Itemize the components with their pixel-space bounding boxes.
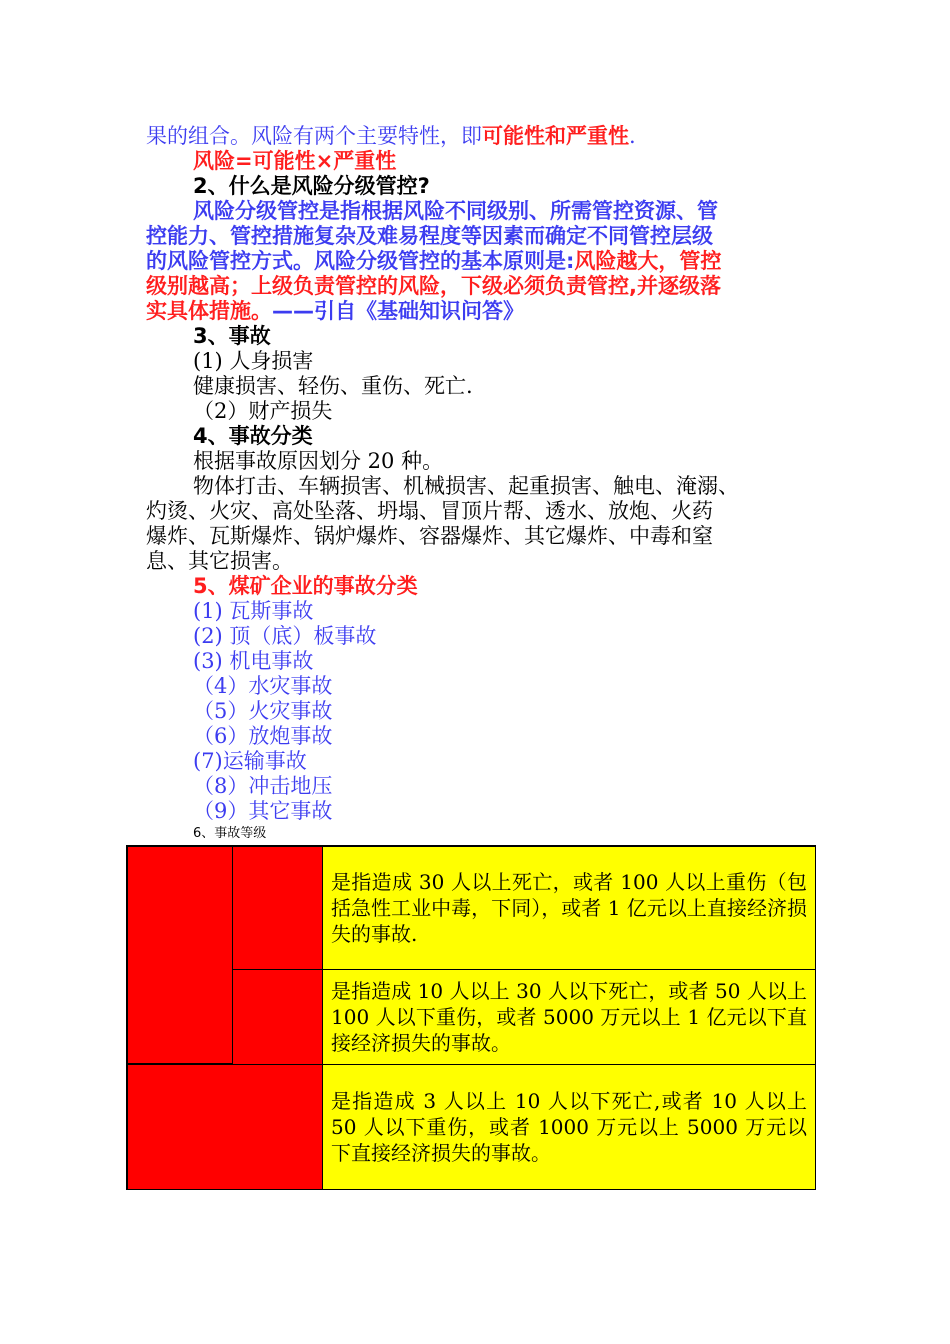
grade-label-cell-1: [127, 846, 233, 1064]
definition-line-5-a: 实具体措施。: [146, 299, 272, 323]
section-3-item: （2）财产损失: [193, 399, 333, 423]
grade-description-1: [322, 846, 816, 970]
heading-3: 3、事故: [193, 324, 271, 348]
definition-line-1: 风险分级管控是指根据风险不同级别、所需管控资源、管: [193, 199, 718, 223]
coal-accident-item: (1) 瓦斯事故: [193, 599, 314, 623]
grade-description-text: 是指造成 3 人以上 10 人以下死亡,或者 10 人以上 50 人以下重伤，或者 1000 万元以上 5000 万元以下直接经济损失的事故。: [331, 1089, 807, 1165]
definition-line-2: 控能力、管控措施复杂及难易程度等因素而确定不同管控层级: [146, 224, 713, 248]
period: .: [629, 124, 636, 148]
definition-line-3: [146, 249, 721, 274]
accident-grade-table: [126, 845, 816, 1190]
grade-description-text: 是指造成 30 人以上死亡，或者 100 人以上重伤（包括急性工业中毒，下同），或者 1 亿元以上直接经济损失的事故.: [331, 870, 807, 946]
coal-accident-item: （5）火灾事故: [193, 699, 333, 723]
coal-accident-item: (7)运输事故: [193, 749, 307, 773]
section-4-line: 息、其它损害。: [146, 549, 293, 573]
citation: ——引自《基础知识问答》: [272, 299, 524, 323]
coal-accident-item: (2) 顶（底）板事故: [193, 624, 377, 648]
definition-line-3-a: 的风险管控方式。风险分级管控的基本原则是:: [146, 249, 575, 273]
heading-2: 2、什么是风险分级管控?: [193, 174, 430, 198]
risk-definition-text: 果的组合。风险有两个主要特性，即: [146, 124, 482, 148]
section-3-item: (1) 人身损害: [193, 349, 314, 373]
heading-6: 6、事故等级: [193, 826, 267, 841]
coal-accident-item: （9）其它事故: [193, 799, 333, 823]
section-4-line: 灼烫、火灾、高处坠落、坍塌、冒顶片帮、透水、放炮、火药: [146, 499, 713, 523]
definition-line-4: 级别越高；上级负责管控的风险，下级必须负责管控,并逐级落: [146, 274, 721, 298]
section-4-line: 物体打击、车辆损害、机械损害、起重损害、触电、淹溺、: [193, 474, 739, 498]
coal-accident-item: （6）放炮事故: [193, 724, 333, 748]
risk-characteristics: 可能性和严重性: [482, 124, 629, 148]
coal-accident-item: （8）冲击地压: [193, 774, 333, 798]
risk-formula: 风险=可能性×严重性: [193, 149, 397, 173]
grade-description-2: [322, 969, 816, 1065]
grade-sublabel-cell-1: [232, 846, 323, 970]
grade-description-3: [322, 1064, 816, 1190]
section-4-intro: 根据事故原因划分 20 种。: [193, 449, 444, 473]
coal-accident-item: (3) 机电事故: [193, 649, 314, 673]
section-4-line: 爆炸、瓦斯爆炸、锅炉爆炸、容器爆炸、其它爆炸、中毒和窒: [146, 524, 713, 548]
heading-5: 5、煤矿企业的事故分类: [193, 574, 418, 598]
risk-definition-line: [146, 124, 636, 149]
grade-description-text: 是指造成 10 人以上 30 人以下死亡，或者 50 人以上 100 人以下重伤，或者 5000 万元以上 1 亿元以下直接经济损失的事故。: [331, 979, 807, 1055]
section-3-item: 健康损害、轻伤、重伤、死亡.: [193, 374, 473, 398]
grade-label-cell-2: [127, 1064, 323, 1190]
grade-sublabel-cell-2: [232, 969, 323, 1065]
definition-line-5: [146, 299, 524, 324]
coal-accident-item: （4）水灾事故: [193, 674, 333, 698]
heading-4: 4、事故分类: [193, 424, 313, 448]
definition-line-3-b: 风险越大，管控: [574, 249, 722, 273]
